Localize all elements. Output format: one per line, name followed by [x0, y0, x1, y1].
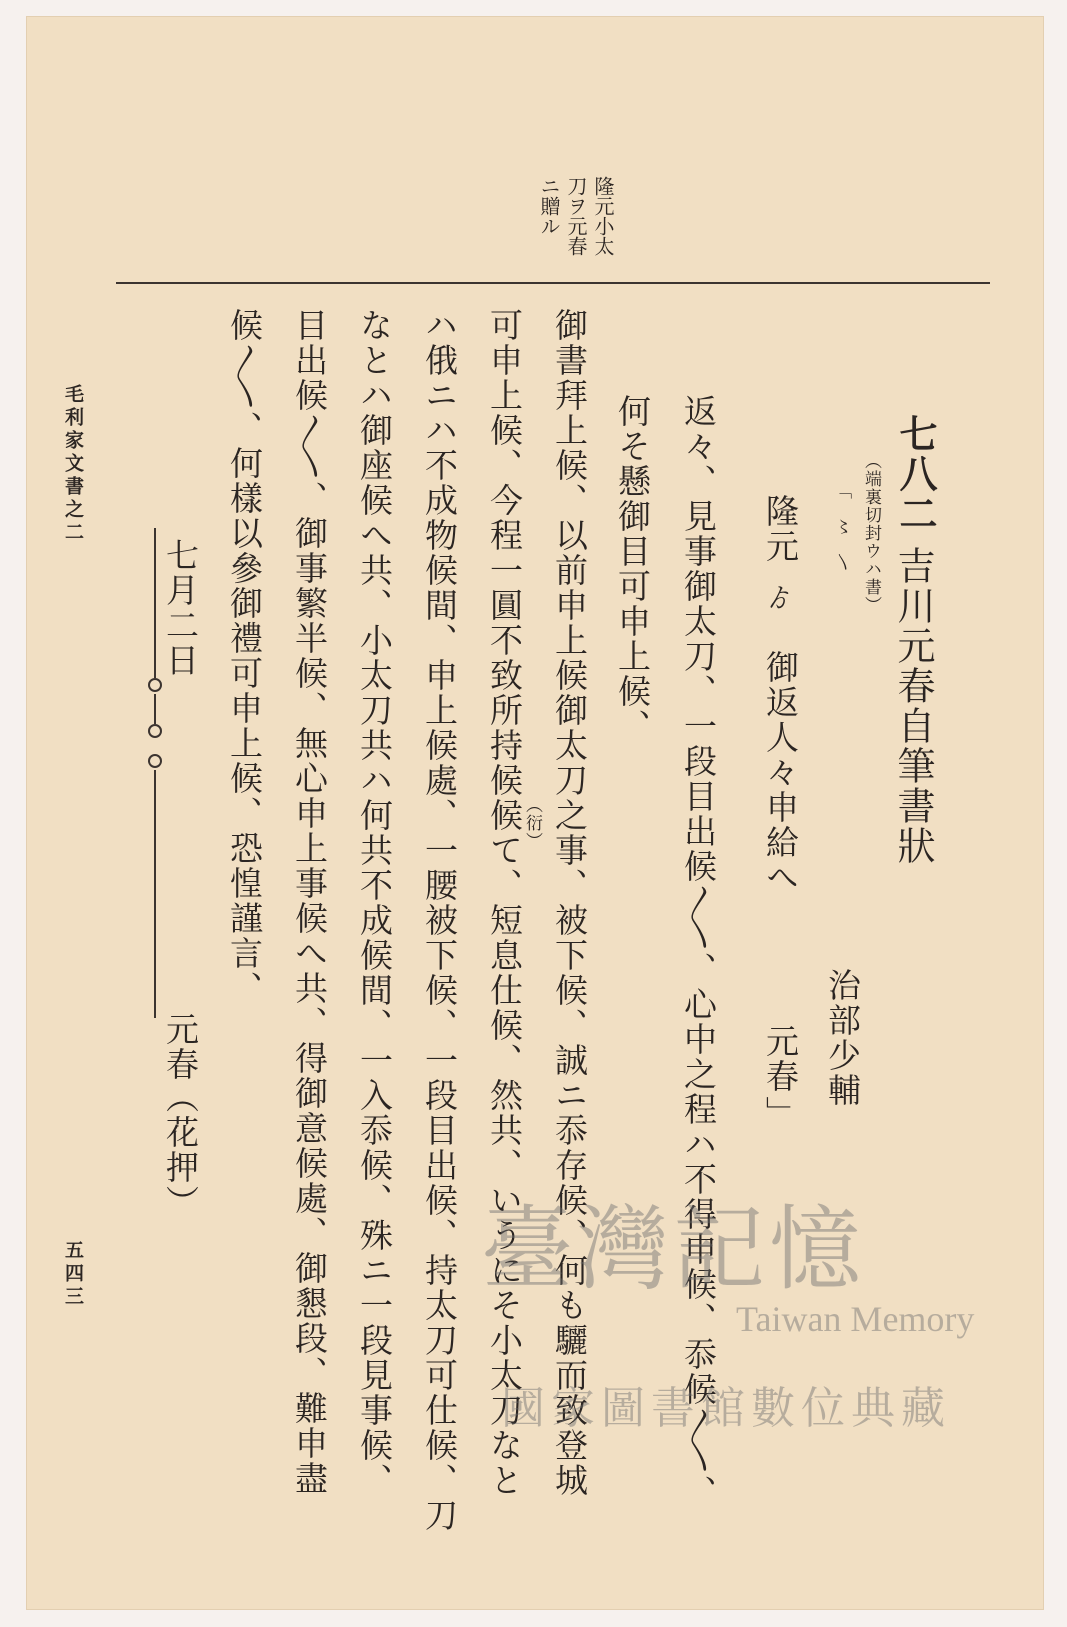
page-number: 五四三 [62, 1240, 84, 1309]
margin-note-2: 刀ヲ元春 [564, 176, 588, 256]
body-line-5: ハ俄ニハ不成物候間、申上候處、一腰被下候、一段目出候、持太刀可仕候、刀 [420, 308, 459, 1533]
body-line-6: なとハ御座候へ共、小太刀共ハ何共不成候間、一入忝候、殊ニ一段見事候、 [355, 308, 394, 1498]
header-rule [116, 282, 990, 284]
addressee: 隆元 [761, 494, 800, 564]
kao-seal: （花押） [161, 1080, 200, 1220]
body-line-1: 返々、見事御太刀、一段目出候〱、心中之程ハ不得申候、忝候〱、 [679, 394, 718, 1510]
watermark-english: Taiwan Memory [736, 1299, 975, 1339]
sender-name: 元春 [761, 1024, 800, 1094]
document-number: 七八二 [893, 414, 938, 534]
addressee-suffix: ゟ [762, 584, 792, 612]
sender-title: 治部少輔 [823, 968, 862, 1108]
body-line-4: 可申上候、今程一圓不致所持候候て、短息仕候、然共、いうにそ小太刀なと [485, 308, 524, 1498]
watermark-chinese: 臺灣記憶 [481, 1196, 866, 1303]
margin-note-3: ニ贈ル [537, 176, 561, 236]
watermark-institution: 國家圖書館數位典藏 [501, 1383, 951, 1434]
document-title: 吉川元春自筆書狀 [891, 546, 935, 866]
body-line-3: 御書拜上候、以前申上候御太刀之事、被下候、誠ニ忝存候、何も驪而致登城 [550, 308, 589, 1498]
body-line-8: 候〱、何樣以參御禮可申上候、恐惶謹言、 [225, 308, 264, 1006]
document-page [26, 16, 1044, 1610]
interlinear-note: （衍） [522, 796, 542, 850]
ornamental-rule [148, 528, 162, 1018]
margin-note-1: 隆元小太 [591, 176, 615, 256]
reply-formula: 御返人々申給へ [761, 650, 800, 895]
body-line-2: 何そ懸御目可申上候、 [613, 394, 652, 744]
running-head: 毛利家文書之二 [62, 384, 84, 545]
cut-mark: 「 〻 〵 [831, 482, 851, 572]
document-date: 七月二日 [161, 538, 200, 678]
document-subtitle: （端裏切封ウハ書） [861, 452, 881, 614]
signature: 元春 [161, 1012, 200, 1082]
close-quote: 」 [761, 1096, 800, 1131]
body-line-7: 目出候〱、御事繁半候、無心申上事候へ共、得御意候處、御懇段、難申盡 [290, 308, 329, 1496]
